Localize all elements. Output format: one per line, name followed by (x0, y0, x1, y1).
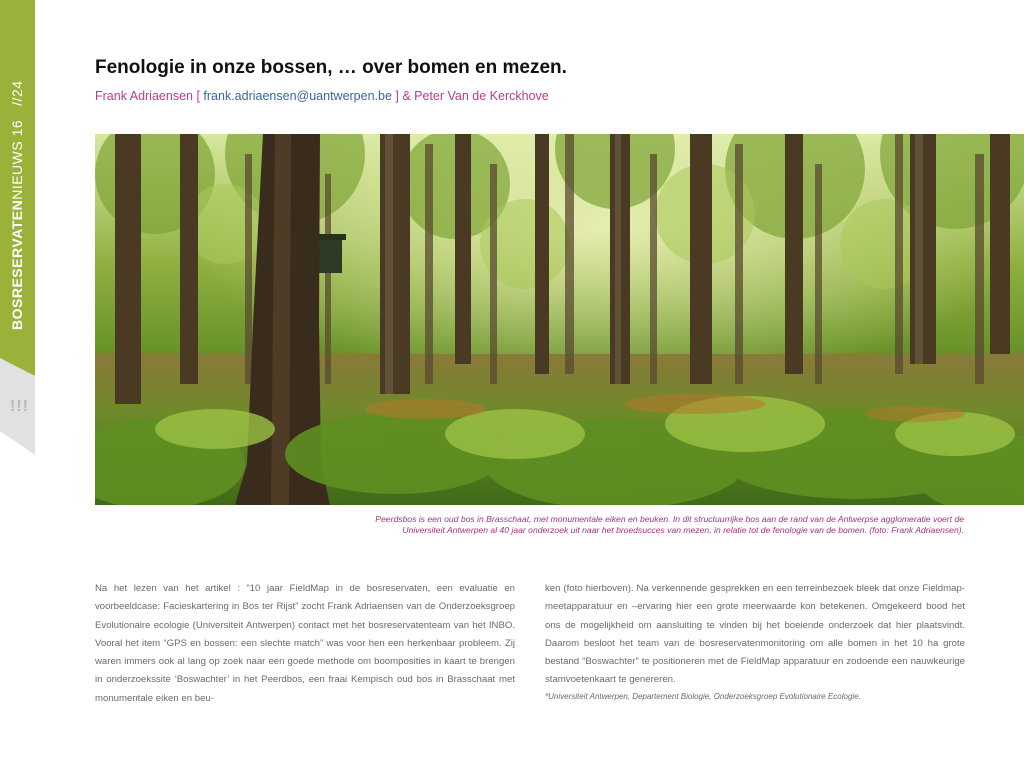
body-column-right (545, 580, 965, 704)
forest-photo (95, 134, 1024, 505)
footnote: *Universiteit Antwerpen, Departement Biologie, Onderzoeksgroep Evolutionaire Ecologie. (545, 691, 861, 701)
caption-line-1: Peerdsbos is een oud bos in Brasschaat, met monumentale eiken en beuken. In dit structuurrijke bos aan de rand van de Antwerpse agglomeratie voert de (375, 514, 964, 524)
caption-line-2: Universiteit Antwerpen al 40 jaar onderzoek uit naar het broedsucces van mezen, in relatie tot de fenologie van de bomen. (foto: Frank Adriaensen). (402, 525, 964, 535)
author-line (95, 89, 549, 103)
body-text-left: Na het lezen van het artikel : “10 jaar FieldMap in de bosreservaten, een evaluatie en voorbeeldcase: Facieskartering in Bos ter Rijst” zocht Frank Adriaensen van de Onderzoeksgroep Evolutionaire ecologie (Universiteit Antwerpen) contact met het bosreservatenteam van het INBO. Vooral het item “GPS en bossen: een slechte match” was voor hen een herkenbaar probleem. Zij waren immers ook al lang op zoek naar een goede methode om boomposities in kaart te brengen in onderzoekssite ‘Boswachter’ in het Peerdbos, een fraai Kempisch oud bos in Brasschaat met monumentale eiken en beu- (95, 583, 515, 704)
body-column-left (95, 580, 515, 708)
email-bracket-open: [ (192, 89, 204, 103)
body-text-right: ken (foto hierboven). Na verkennende gesprekken en een terreinbezoek bleek dat onze Fieldmap-meetapparatuur en –ervaring hier een grote meerwaarde kon betekenen. Omgekeerd bood het ons de mogelijkheid om aansluiting te vinden bij het boeiende onderzoek dat hier plaatsvindt. Daarom besloot het team van de bosreservatenmonitoring om alle bomen in het 10 ha grote bestand “Boswachter” te positioneren met de FieldMap apparatuur en zodoende een nauwkeurige stamvoetenkaart te genereren. (545, 583, 965, 686)
article-title: Fenologie in onze bossen, … over bomen en mezen. (95, 57, 567, 78)
vertical-brand (9, 80, 25, 330)
brand-light: NIEUWS 16 (9, 119, 25, 200)
email-bracket-close: ] (391, 89, 399, 103)
author-2: Peter Van de Kerckhove (414, 89, 549, 103)
page-number: //24 (9, 80, 25, 106)
author-1: Frank Adriaensen (95, 89, 193, 103)
photo-caption (240, 514, 964, 536)
bars-icon: !!! (10, 398, 29, 415)
author-separator: & (398, 89, 415, 103)
brand-bold: BOSRESERVATEN (9, 199, 25, 330)
author-email-link[interactable]: frank.adriaensen@uantwerpen.be (203, 89, 392, 103)
